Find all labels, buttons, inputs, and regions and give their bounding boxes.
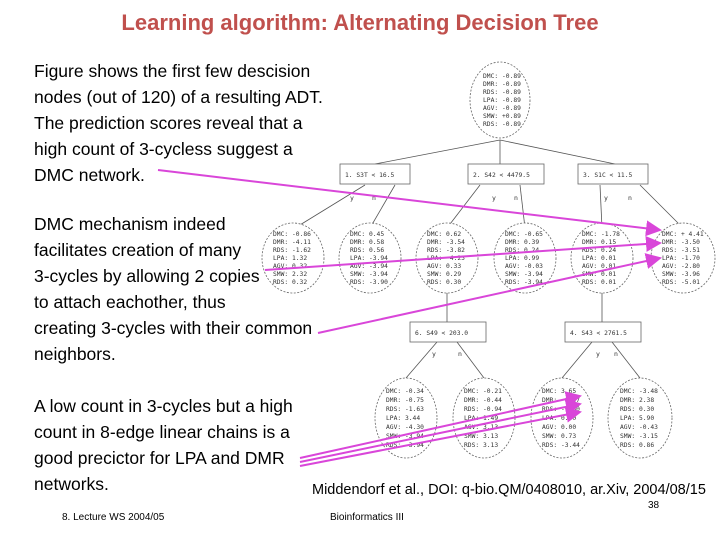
svg-text:RDS: 0.01: RDS: 0.01 [582,279,617,286]
yes-label: y [432,350,436,358]
svg-text:LPA: -4.25: LPA: -4.25 [427,255,465,262]
svg-text:SMW: 2.32: SMW: 2.32 [273,271,308,278]
text-line: facilitates creation of many [34,240,242,260]
svg-text:DMR: -0.89: DMR: -0.89 [483,81,521,88]
prediction-node [608,378,672,458]
svg-text:DMC: -0.65: DMC: -0.65 [505,231,543,238]
text-line: DMC network. [34,165,145,185]
svg-text:AGV: 3.13: AGV: 3.13 [464,424,499,431]
svg-text:RDS: -0.89: RDS: -0.89 [483,89,521,96]
text-line: Figure shows the first few descision [34,61,311,81]
text-line: DMC mechanism indeed [34,214,226,234]
svg-text:AGV: -3.94: AGV: -3.94 [350,263,388,270]
prediction-node [531,378,593,458]
yes-label: y [492,194,496,202]
text-line: to attach eachother, thus [34,292,226,312]
svg-text:AGV: -4.30: AGV: -4.30 [386,424,424,431]
svg-text:DMC: 0.62: DMC: 0.62 [427,231,462,238]
svg-text:AGV: -2.80: AGV: -2.80 [662,263,700,270]
citation: Middendorf et al., DOI: q-bio.QM/0408010, ar.Xiv, 2004/08/15 [312,482,706,498]
svg-text:SMW: -3.94: SMW: -3.94 [505,271,543,278]
svg-text:SMW: 0.29: SMW: 0.29 [427,271,462,278]
svg-text:DMR: -3.50: DMR: -3.50 [662,239,700,246]
svg-text:AGV: 0.01: AGV: 0.01 [582,263,617,270]
svg-text:RDS: -1.63: RDS: -1.63 [386,406,424,413]
svg-text:RDS: 0.56: RDS: 0.56 [350,247,385,254]
text-line: high count of 3-cycless suggest a [34,139,293,159]
svg-text:RDS: -1.62: RDS: -1.62 [273,247,311,254]
svg-text:RDS: -1.60: RDS: -1.60 [542,406,580,413]
svg-text:DMR: 2.38: DMR: 2.38 [620,397,655,404]
svg-text:SMW: +0.89: SMW: +0.89 [483,113,521,120]
svg-text:AGV: -0.03: AGV: -0.03 [505,263,543,270]
svg-text:AGV: -0.89: AGV: -0.89 [483,105,521,112]
split-node [340,164,410,184]
svg-text:AGV: 0.33: AGV: 0.33 [427,263,462,270]
svg-text:DMC: -0.34: DMC: -0.34 [386,388,424,395]
svg-text:RDS: -3.51: RDS: -3.51 [662,247,700,254]
no-label: n [628,194,632,202]
svg-text:DMR: 0.15: DMR: 0.15 [582,239,617,246]
svg-text:DMR: -3.54: DMR: -3.54 [427,239,465,246]
text-line: good precictor for LPA and DMR [34,448,285,468]
prediction-node [571,223,633,293]
page-number: 38 [648,500,660,511]
svg-text:DMR: 0.39: DMR: 0.39 [505,239,540,246]
yes-label: y [596,350,600,358]
svg-text:SMW: 0.01: SMW: 0.01 [582,271,617,278]
split-node [565,322,641,342]
svg-text:LPA: -1.70: LPA: -1.70 [662,255,700,262]
svg-text:RDS: 0.30: RDS: 0.30 [620,406,655,413]
svg-text:LPA: 5.90: LPA: 5.90 [620,415,655,422]
svg-text:RDS: -0.89: RDS: -0.89 [483,121,521,128]
svg-text:DMR: -0.57: DMR: -0.57 [542,397,580,404]
svg-text:DMC: + 4.41: DMC: + 4.41 [662,231,704,238]
svg-text:2. S42 < 4479.5: 2. S42 < 4479.5 [473,172,530,179]
yes-label: y [604,194,608,202]
svg-text:6. S49 < 203.0: 6. S49 < 203.0 [415,330,469,337]
svg-text:AGV: 0.00: AGV: 0.00 [542,424,577,431]
svg-text:DMR: -0.75: DMR: -0.75 [386,397,424,404]
svg-text:DMR: 0.58: DMR: 0.58 [350,239,385,246]
svg-text:SMW: -3.96: SMW: -3.96 [662,271,700,278]
split-node [578,164,648,184]
root-prediction-node [470,62,530,138]
text-line: 3-cycles by allowing 2 copies [34,266,260,286]
no-label: n [514,194,518,202]
svg-text:RDS: 0.24: RDS: 0.24 [505,247,540,254]
text-line: count in 8-edge linear chains is a [34,422,290,442]
svg-text:DMC: -0.86: DMC: -0.86 [273,231,311,238]
svg-text:LPA: 0.01: LPA: 0.01 [582,255,617,262]
svg-text:LPA: 1.32: LPA: 1.32 [273,255,308,262]
no-label: n [372,194,376,202]
svg-text:SMW: 0.73: SMW: 0.73 [542,433,577,440]
svg-text:RDS: -3.90: RDS: -3.90 [350,279,388,286]
svg-text:RDS: 0.24: RDS: 0.24 [582,247,617,254]
text-line: networks. [34,474,109,494]
svg-text:RDS: -3.94: RDS: -3.94 [386,442,424,449]
svg-text:RDS: 0.86: RDS: 0.86 [620,442,655,449]
svg-text:DMC: -0.89: DMC: -0.89 [483,73,521,80]
split-node [468,164,544,184]
svg-text:RDS: -3.82: RDS: -3.82 [427,247,465,254]
svg-text:LPA: -3.94: LPA: -3.94 [350,255,388,262]
svg-text:LPA: 3.44: LPA: 3.44 [386,415,421,422]
text-line: nodes (out of 120) of a resulting ADT. [34,87,323,107]
svg-text:3. S1C < 11.5: 3. S1C < 11.5 [583,172,633,179]
svg-text:DMC: -1.78: DMC: -1.78 [582,231,620,238]
svg-text:RDS: 0.32: RDS: 0.32 [273,279,308,286]
prediction-node [339,223,401,293]
footer-course: 8. Lecture WS 2004/05 [62,512,165,523]
text-line: The prediction scores reveal that a [34,113,303,133]
svg-text:RDS: 0.30: RDS: 0.30 [427,279,462,286]
yes-label: y [350,194,354,202]
svg-text:DMC: -3.48: DMC: -3.48 [620,388,658,395]
prediction-node [262,223,324,293]
no-label: n [614,350,618,358]
text-line: A low count in 3-cycles but a high [34,396,293,416]
slide-title: Learning algorithm: Alternating Decision Tree [121,10,599,35]
svg-text:4. S43 < 2761.5: 4. S43 < 2761.5 [570,330,627,337]
footer-subject: Bioinformatics III [330,512,404,523]
svg-text:SMW: -3.94: SMW: -3.94 [350,271,388,278]
svg-text:DMR: -4.11: DMR: -4.11 [273,239,311,246]
svg-text:1. S3T < 16.5: 1. S3T < 16.5 [345,172,395,179]
svg-text:LPA: -0.89: LPA: -0.89 [483,97,521,104]
svg-text:DMC: 0.45: DMC: 0.45 [350,231,385,238]
svg-text:RDS: 3.13: RDS: 3.13 [464,442,499,449]
svg-text:AGV: -0.43: AGV: -0.43 [620,424,658,431]
svg-text:SMW: 3.13: SMW: 3.13 [464,433,499,440]
split-node [410,322,486,342]
prediction-node [651,223,715,293]
svg-text:LPA: 0.00: LPA: 0.00 [542,415,577,422]
svg-text:SMW: -3.94: SMW: -3.94 [386,433,424,440]
svg-text:LPA: 1.49: LPA: 1.49 [464,415,499,422]
svg-text:SMW: -3.15: SMW: -3.15 [620,433,658,440]
svg-text:DMC: 3.65: DMC: 3.65 [542,388,577,395]
svg-text:RDS: -5.01: RDS: -5.01 [662,279,700,286]
svg-text:RDS: -0.94: RDS: -0.94 [464,406,502,413]
text-line: creating 3-cycles with their common [34,318,313,338]
svg-text:RDS: -3.44: RDS: -3.44 [542,442,580,449]
no-label: n [458,350,462,358]
svg-text:DMR: -0.44: DMR: -0.44 [464,397,502,404]
svg-text:DMC: -0.21: DMC: -0.21 [464,388,502,395]
svg-text:RDS: -3.94: RDS: -3.94 [505,279,543,286]
svg-text:AGV: 0.32: AGV: 0.32 [273,263,308,270]
svg-text:LPA: 0.99: LPA: 0.99 [505,255,540,262]
text-line: neighbors. [34,344,116,364]
